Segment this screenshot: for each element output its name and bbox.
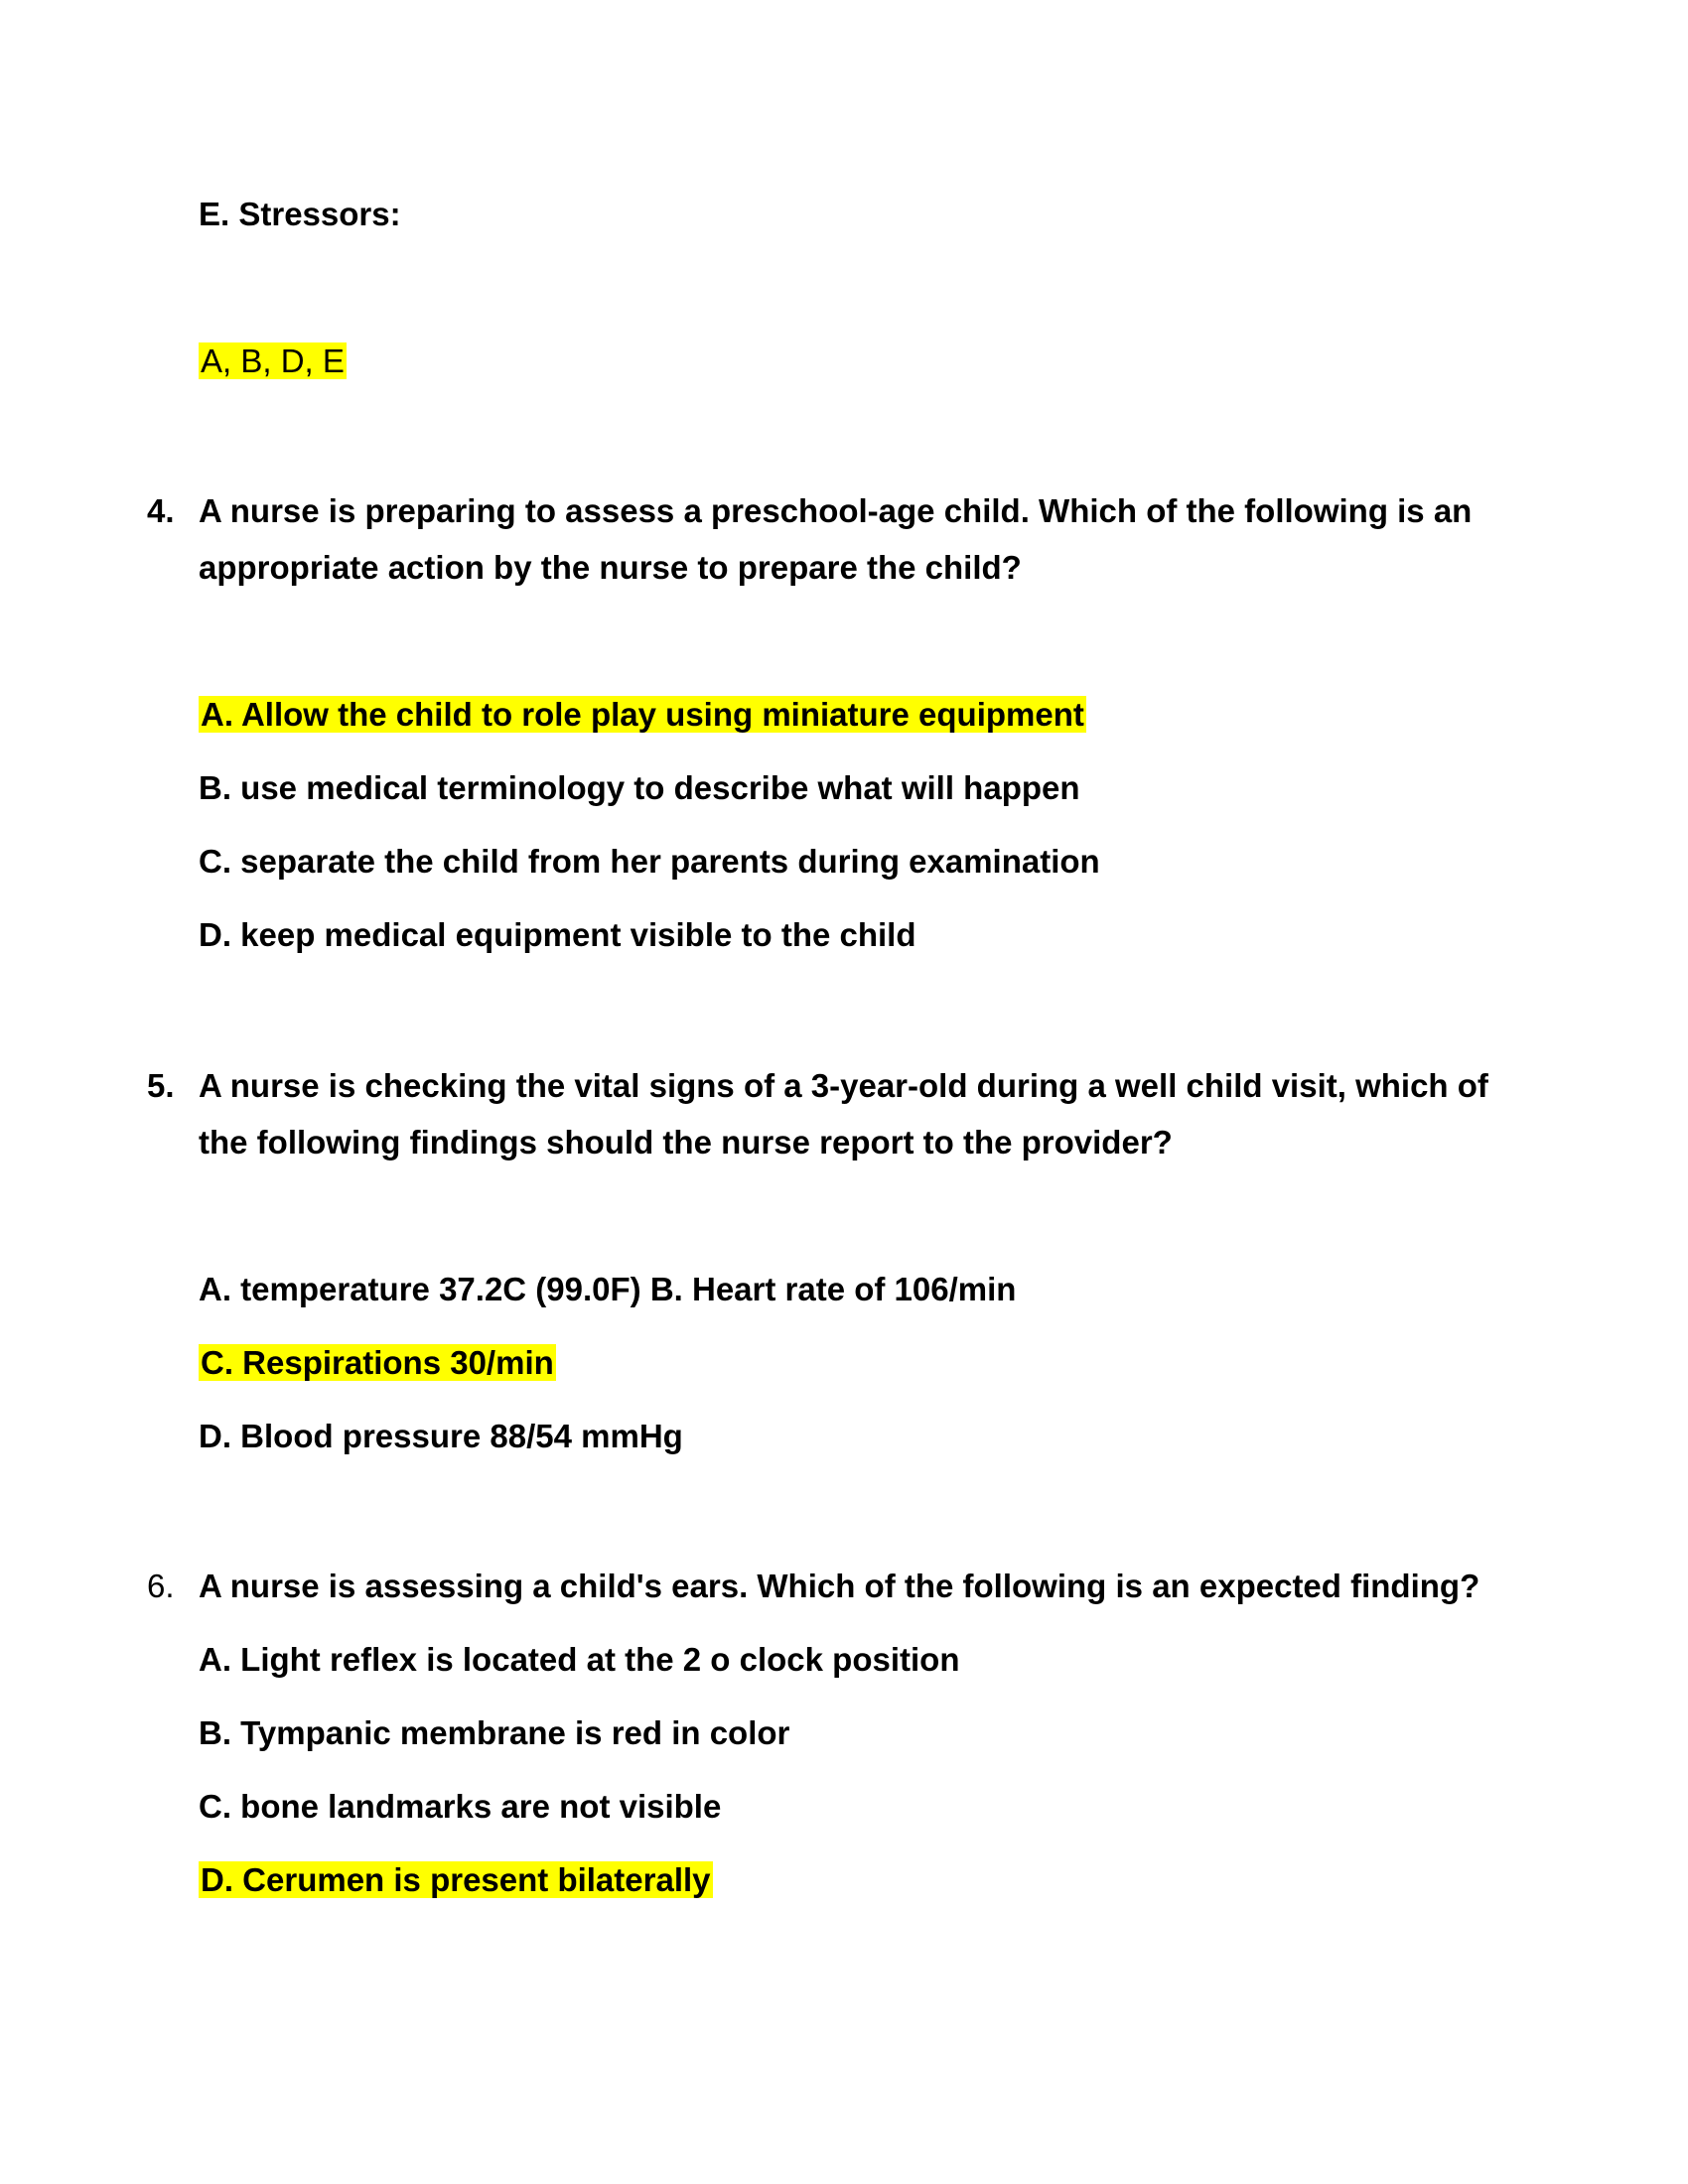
q5-option-ab: A. temperature 37.2C (99.0F) B. Heart rate of 106/min <box>199 1271 1017 1307</box>
q3-option-e: E. Stressors: <box>199 196 401 232</box>
q5-option-d: D. Blood pressure 88/54 mmHg <box>199 1418 683 1454</box>
q4-stem-line1: A nurse is preparing to assess a preschool-age child. Which of the following is an <box>199 492 1473 529</box>
q5-option-c <box>199 1343 556 1383</box>
q6-option-b: B. Tympanic membrane is red in color <box>199 1714 790 1751</box>
q6-option-d <box>199 1860 713 1900</box>
q5-number: 5. <box>147 1067 175 1104</box>
q6-option-c: C. bone landmarks are not visible <box>199 1788 722 1825</box>
q5-stem-line1: A nurse is checking the vital signs of a 3-year-old during a well child visit, which of <box>199 1067 1488 1104</box>
q4-option-b: B. use medical terminology to describe what will happen <box>199 769 1080 806</box>
q4-option-d: D. keep medical equipment visible to the child <box>199 916 916 953</box>
q4-stem-line2: appropriate action by the nurse to prepare the child? <box>199 549 1022 586</box>
q3-answer <box>199 341 347 381</box>
q6-option-d-highlight: D. Cerumen is present bilaterally <box>201 1861 711 1898</box>
q3-answer-highlight: A, B, D, E <box>201 342 345 379</box>
q4-option-a <box>199 695 1086 735</box>
q6-number: 6. <box>147 1568 175 1604</box>
q4-number: 4. <box>147 492 175 529</box>
q5-stem-line2: the following findings should the nurse report to the provider? <box>199 1124 1173 1160</box>
q4-option-a-highlight: A. Allow the child to role play using miniature equipment <box>201 696 1084 733</box>
q6-option-a: A. Light reflex is located at the 2 o clock position <box>199 1641 960 1678</box>
q4-option-c: C. separate the child from her parents during examination <box>199 843 1100 880</box>
q5-option-c-highlight: C. Respirations 30/min <box>201 1344 554 1381</box>
q6-stem: A nurse is assessing a child's ears. Which of the following is an expected finding? <box>199 1568 1480 1604</box>
